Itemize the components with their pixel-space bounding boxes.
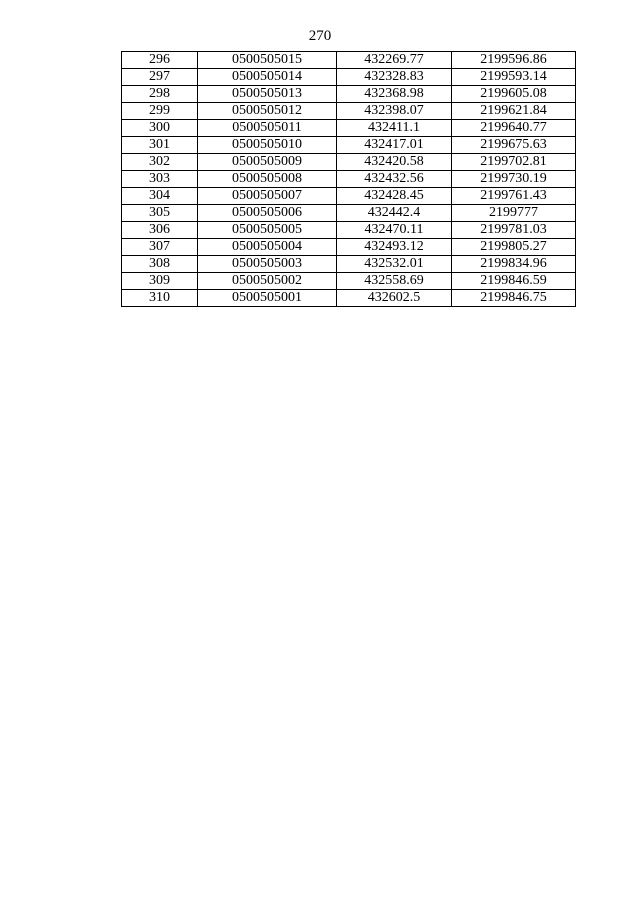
y-coordinate-cell: 2199761.43 [452,188,576,205]
coordinates-table-body [122,52,576,307]
y-coordinate-cell: 2199777 [452,205,576,222]
table-row [122,171,576,188]
row-index-cell: 299 [122,103,198,120]
table-row [122,69,576,86]
row-index-cell: 298 [122,86,198,103]
row-index-cell: 300 [122,120,198,137]
x-coordinate-cell: 432558.69 [337,273,452,290]
table-row [122,256,576,273]
table-row [122,273,576,290]
table-row [122,86,576,103]
code-cell: 0500505012 [198,103,337,120]
x-coordinate-cell: 432493.12 [337,239,452,256]
row-index-cell: 305 [122,205,198,222]
x-coordinate-cell: 432602.5 [337,290,452,307]
table-row [122,120,576,137]
row-index-cell: 307 [122,239,198,256]
x-coordinate-cell: 432428.45 [337,188,452,205]
y-coordinate-cell: 2199781.03 [452,222,576,239]
y-coordinate-cell: 2199593.14 [452,69,576,86]
code-cell: 0500505007 [198,188,337,205]
code-cell: 0500505014 [198,69,337,86]
code-cell: 0500505013 [198,86,337,103]
table-row [122,137,576,154]
coordinates-table [121,51,576,307]
row-index-cell: 309 [122,273,198,290]
y-coordinate-cell: 2199805.27 [452,239,576,256]
table-row [122,103,576,120]
y-coordinate-cell: 2199621.84 [452,103,576,120]
table-row [122,290,576,307]
code-cell: 0500505010 [198,137,337,154]
y-coordinate-cell: 2199675.63 [452,137,576,154]
code-cell: 0500505003 [198,256,337,273]
y-coordinate-cell: 2199640.77 [452,120,576,137]
y-coordinate-cell: 2199596.86 [452,52,576,69]
x-coordinate-cell: 432368.98 [337,86,452,103]
y-coordinate-cell: 2199834.96 [452,256,576,273]
row-index-cell: 306 [122,222,198,239]
table-row [122,205,576,222]
y-coordinate-cell: 2199730.19 [452,171,576,188]
x-coordinate-cell: 432442.4 [337,205,452,222]
code-cell: 0500505009 [198,154,337,171]
code-cell: 0500505001 [198,290,337,307]
table-row [122,52,576,69]
table-row [122,188,576,205]
x-coordinate-cell: 432417.01 [337,137,452,154]
row-index-cell: 304 [122,188,198,205]
row-index-cell: 297 [122,69,198,86]
row-index-cell: 308 [122,256,198,273]
code-cell: 0500505011 [198,120,337,137]
x-coordinate-cell: 432432.56 [337,171,452,188]
code-cell: 0500505005 [198,222,337,239]
x-coordinate-cell: 432420.58 [337,154,452,171]
table-row [122,239,576,256]
x-coordinate-cell: 432398.07 [337,103,452,120]
x-coordinate-cell: 432411.1 [337,120,452,137]
y-coordinate-cell: 2199605.08 [452,86,576,103]
row-index-cell: 296 [122,52,198,69]
x-coordinate-cell: 432532.01 [337,256,452,273]
table-row [122,154,576,171]
x-coordinate-cell: 432470.11 [337,222,452,239]
y-coordinate-cell: 2199702.81 [452,154,576,171]
code-cell: 0500505002 [198,273,337,290]
code-cell: 0500505006 [198,205,337,222]
code-cell: 0500505004 [198,239,337,256]
row-index-cell: 310 [122,290,198,307]
row-index-cell: 301 [122,137,198,154]
page-number: 270 [308,28,332,44]
code-cell: 0500505008 [198,171,337,188]
x-coordinate-cell: 432269.77 [337,52,452,69]
code-cell: 0500505015 [198,52,337,69]
table-row [122,222,576,239]
row-index-cell: 302 [122,154,198,171]
row-index-cell: 303 [122,171,198,188]
x-coordinate-cell: 432328.83 [337,69,452,86]
y-coordinate-cell: 2199846.75 [452,290,576,307]
y-coordinate-cell: 2199846.59 [452,273,576,290]
